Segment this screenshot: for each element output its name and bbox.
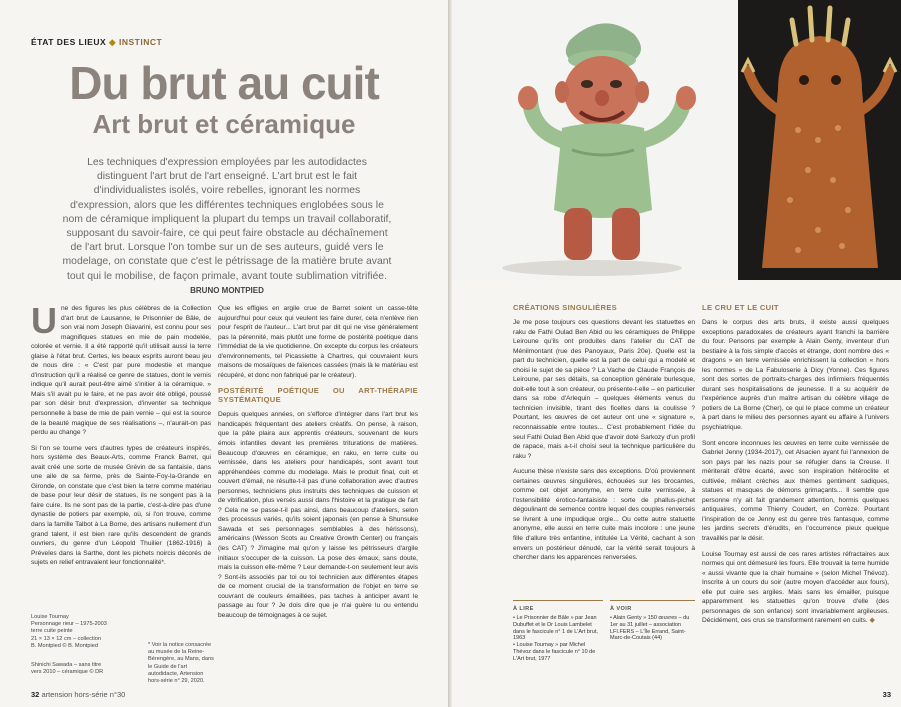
kicker-label: ÉTAT DES LIEUX xyxy=(31,37,107,47)
section-heading: LE CRU ET LE CUIT xyxy=(702,303,779,312)
drop-cap: U xyxy=(31,300,57,341)
author-name: BRUNO MONTPIED xyxy=(190,285,264,295)
kicker-dot-icon: ◆ xyxy=(109,37,117,47)
lead-text: Les techniques d'expression employées par les autodidactes distinguent l'art brut de l'art enseigné. L'art brut est le fait d'individualistes isolés, voire rebelles, ignorant les normes d'expression, alors que les différentes techniques englobées sous le nom de céramique impliquent la plupart du temps un travail collaboratif, supposant du savoir-faire, ce qui peut faire obstacle au déchaînement de l'art brut. Lorsque l'on tombe sur un de ses auteurs, guidé vers le modelage, on constate que c'est le pétrissage de la matière brute avant tout qui le mobilise, de façon primale, avant toute sublimation vitrifiée. xyxy=(62,157,392,282)
left-page xyxy=(0,0,448,707)
paragraph: Dans le corpus des arts bruts, il existe aussi quelques exceptions paradoxales de créateurs ayant franchi la barrière du four. Pensons par exemple à Alain Genty, inventeur d'un bestiaire à la fois simple d'accès et étrange, dont nombre des « dragons » en terre vernissée enrichissent la collection « hors les normes » de La Fabuloserie à Dicy (Yonne). Ces figures sont des sortes de portraits-charges des infirmiers fréquentés durant ses hospitalisations de jeunesse. Il a su acquérir de l'expérience auprès d'un maître artisan du célèbre village de potiers de La Borne (Cher), ce qui le place comme un créateur à part dans le milieu des personnes ayant eu affaire à l'univers psychiatrique. xyxy=(702,319,889,432)
body-column-4 xyxy=(702,299,889,632)
body-column-1 xyxy=(31,300,211,574)
ceramic-figure-photo-1 xyxy=(452,0,735,280)
aside-rule xyxy=(610,600,695,601)
paragraph: Sont encore inconnues les œuvres en terre cuite vernissée de Gabriel Jenny (1934-2017), cet Alsacien ayant fui l'annexion de son pays par les nazis pour se réfugier dans la Creuse. Il mériterait d'être écarté, avec son inspiration hétéroclite et cultivée, mêlant créches aux thèmes gentiment sadiques, statues et masques de démons grimaçants... Il semble que personne n'y ait fait grandement attention, hormis quelques antiquaires, comme Thierry Coudert, en Corrèze. Pourtant l'inspiration de ce Jenny est du genre très fantasque, comme les jardins secrets d'érudits, en l'occurrence pieux quelque travaillés par le désir. xyxy=(702,439,889,543)
paragraph: Aucune thèse n'existe sans des exceptions. D'où proviennent certaines œuvres singulières, échouées sur les brocantes, comme cet objet anonyme, en terre cuite vernissée, à l'ostensibilité érotico-fantaisiste : sorte de phallus-pichet dégoulinant de semence contre lequel des couples renversés se livrent à une impudique orgie... Ou cette autre statuette anonyme, elle aussi en terre cuite mais incolore : une jeune fille d'allure très enfantine, intitulée La Vérité, cachant à son envers un postérieur dénudé, car la vérité serait toujours à chercher dans les apparences renversées. xyxy=(513,468,695,562)
section-kicker xyxy=(31,37,162,48)
paragraph-text: ne des figures les plus célèbres de la Collection d'art brut de Lausanne, le Prisonnier de Bâle, de son vrai nom Joseph Giavarini, est connu pour ses magnifiques statues en mie de pain modelée, colorée et vernie. Il a été rapporté qu'il utilisait aussi la terre glaise à l'état brut. Certes, les beaux esprits auront beau jeu de nous dire : « C'est par pure modestie et manque d'instruction qu'il a réalisé ce genre de statues, dont le vernis indique qu'il aurait peut-être aimé s'initier à la céramique. » Mais s'il avait pu le faire, et ne pas avoir été obligé, poussé par son désir brut d'expression, d'inventer sa technique personnelle à base de mie de pain vernie – qui est la source de la beauté magique de ses réalisations –, n'aurait-on pas perdu au change ? xyxy=(31,305,211,437)
article-subtitle: Art brut et céramique xyxy=(92,109,356,139)
page-number: 33 xyxy=(882,690,891,699)
footnote: * Voir la notice consacrée au musée de la Reine-Bérengère, au Mans, dans le Guide de l'art autodidacte, Artension hors-série n° 29, 2020. xyxy=(148,642,214,685)
page-footer xyxy=(31,690,125,699)
section-heading: CRÉATIONS SINGULIÈRES xyxy=(513,303,618,312)
paragraph xyxy=(702,550,889,626)
aside-see xyxy=(610,600,695,642)
page-number: 32 xyxy=(31,690,40,699)
aside-heading: À LIRE xyxy=(513,606,534,612)
paragraph: Depuis quelques années, on s'efforce d'intégrer dans l'art brut les handicapés fréquentant des ateliers créatifs. On pense, à raison, que la pâte plaira aux apprentis créateurs, souvenant de leurs émois infantiles devant les premières triturations de matières. Beaucoup d'œuvres en céramique, en raku, en terre cuite ou vernissée, dans les ateliers pour handicapés, sont avant tout appréhendées comme du modelage. Mais le produit final, cuit et couvert d'émail, ne résulte-t-il pas d'une collaboration avec d'autres personnes, techniciens plus instruits des techniques de cuisson et de vitrification, plus versés aussi dans l'histoire et la pratique de l'art ? Cela ne se passe-t-il pas ainsi, dans beaucoup d'ateliers, selon des processus variés, qu'ils soient japonais (en pense à Shunsuke Sawada et ses personnages semblables à des hérissons), américains (Wesson Scots au Creative Growth Center) ou français (les CAT) ? J'imagine mal qu'on y laisse les pétrisseurs d'argile initiaux s'occuper de la cuisson. La pose des émaux, sans doute, mais la cuisson elle-même ? Leur demande-t-on seulement leur avis ? Sont-ils associés par toi ou toi technicien aux différentes étapes de ce moment crucial de la transformation de l'objet en terre se couvrant de couleurs émaillées, pas taches à anticiper avant le passage au four ? Je dois dire que je n'ai guère lu ou entendu beaucoup de témoignages à ce sujet. xyxy=(218,411,418,619)
paragraph xyxy=(31,300,211,438)
right-page xyxy=(452,0,901,707)
paragraph-text: Louise Tournay est aussi de ces rares artistes réfractaires aux normes qui ont démesuré les fours. Elle trouvait la terre humide « aussi vivante que la chair humaine » (selon Michel Thévoz). Inscrite à un cours du soir (autre moyen d'accéder aux fours), elle put cuire ses argiles. Mais sans les émailler, puisque apparemment les statuettes qu'on trouve d'elle (des personnages de son enfance) sont invariablement argileuses. Décidément, ces crus se transforment rarement en cuits. xyxy=(702,550,889,625)
aside-read xyxy=(513,600,603,663)
paragraph: Si l'on se tourne vers d'autres types de créateurs inspirés, hors système des Beaux-Arts, comme Franck Barret, qui avait créé une sorte de musée Grévin de sa fantaisie, dans une aile de sa ferme, près de Sainte-Foy-la-Grande en Gironde, on constate que c'est bien la terre comme matériau de base pour leur désir de statues, ils ne songent pas à la faire cuire. Ils ne sont pas de la partie, c'est-à-dire pas d'une dynastie de potiers par exemple, où, si l'on trouve, comme dans la famille Talbot à La Borne, des artisans nullement d'un grand talent, il est bien rare qu'ils descendent de grands ouvriers, du genre d'un Léopold Thuilier (1862-1916) à Préveles dans la Sarthe, dont les pichets noircis décorés de sujets en relief entravaient leur fonctionnalité*. xyxy=(31,444,211,567)
end-ornament-icon: ◆ xyxy=(869,617,875,625)
aside-heading: À VOIR xyxy=(610,606,632,612)
section-heading: POSTÉRITÉ POÉTIQUE OU ART-THÉRAPIE SYSTÉMATIQUE xyxy=(218,386,418,405)
page-footer xyxy=(883,690,891,699)
aside-rule xyxy=(513,600,603,601)
kicker-sublabel: INSTINCT xyxy=(118,37,163,47)
paragraph: Que les effigies en argile crue de Barret soient un casse-tête aujourd'hui pour ceux qui veulent les faire durer, cela n'enlève rien pour l'esprit de l'auteur... L'art brut par dit qui ne vise généralement pas la pérennité, mais plutôt une forme de postérité poétique dans l'immédiat de la vie quotidienne. On excepte du corpus les créateurs d'environnements, tel Picassiette à Chartres, qui couvraient leurs maisons de mosaïques de faïences cassées (mais là le matériau est récupéré, et donc non fabriqué par le créateur). xyxy=(218,305,418,379)
photo-caption-1: Louise Tournay Personnage rieur – 1975-2003 terre cuite peinte 21 × 13 × 12 cm – collection B. Montpied © B. Montpied xyxy=(31,614,107,649)
body-column-2 xyxy=(218,304,418,626)
aside-text: • Le Prisonnier de Bâle » par Jean Dubuffet et le Dr Louis Lambelet dans le fascicule n° 1 de L'Art brut, 1963 • Louise Tournay » par Michel Thévoz dans le fascicule n° 10 de L'Art brut, 1977 xyxy=(513,615,598,662)
body-column-3 xyxy=(513,299,695,569)
article-title: Du brut au cuit xyxy=(69,57,379,109)
article-lead xyxy=(62,156,392,298)
ceramic-figure-photo-2 xyxy=(738,0,901,280)
paragraph: Je me pose toujours ces questions devant les statuettes en raku de Fathi Oulad Ben Abid ou les céramiques de Philippe Leiroune qu'ils ont produites dans l'atelier du CAT de Ménilmontant (rue des Panoyaux, Paris 20e). Quelle est la part du technicien, quelle est la part de celui qui a modelé et choisi le sujet de sa pièce ? La Vache de Claude François de Leiroune, par ses détails, sa conception générale burlesque, doit-elle tout à son créateur, ou présente-t-elle – en particulier dans sa robe d'Arlequin – quelques éléments venus du technicien invisible, tirant des ficelles dans la coulisse ? Pourtant, les œuvres de cet auteur ont une « signature », reconnaissable entre toutes... C'est probablement l'idée du seul Fathi Oulad Ben Abid que d'avoir doté Sarkozy d'un profil de rapace, mais a-t-il choisi seul la technique particulière du raku ? xyxy=(513,319,695,460)
aside-text: • Alain Genty » 150 œuvres – du 1er au 31 juillet – association LFI.FERS – L'Île Errand, Saint-Marc-de-Coutais (44) xyxy=(610,615,690,642)
photo-caption-2: Shinichi Sawada – sans titre vers 2010 – céramique © DR xyxy=(31,662,104,676)
magazine-name: artension hors-série n°30 xyxy=(41,690,126,699)
